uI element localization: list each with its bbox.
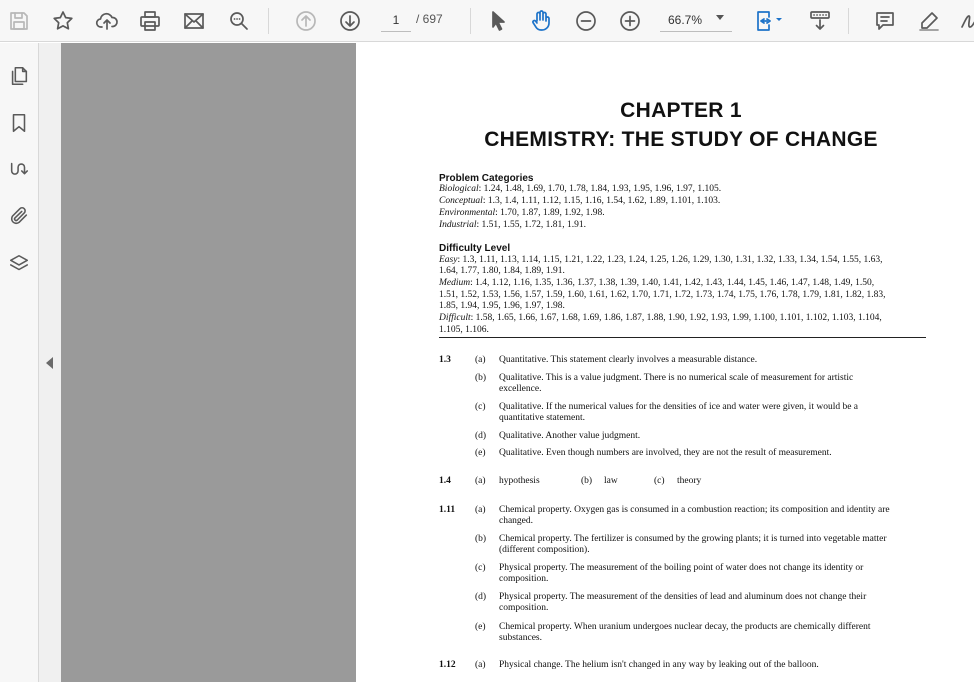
chevron-left-icon: [46, 357, 53, 369]
difficulty-row-cont: 1.85, 1.94, 1.95, 1.96, 1.97, 1.98.: [439, 301, 565, 311]
main-toolbar: [0, 0, 974, 42]
problem-number: 1.11: [439, 505, 456, 515]
hand-icon[interactable]: [525, 5, 557, 37]
part-label: (a): [475, 355, 486, 365]
difficulty-values: : 1.3, 1.11, 1.13, 1.14, 1.15, 1.21, 1.22, 1.23, 1.24, 1.25, 1.26, 1.29, 1.30, 1.31, 1.32, 1.33, 1.34, 1.54, 1.55, 1.63,: [457, 255, 883, 265]
minus-circle-icon[interactable]: [570, 5, 602, 37]
save-icon[interactable]: [3, 5, 35, 37]
empty-side-pane: [61, 43, 356, 682]
arrow-up-circle-icon[interactable]: [290, 5, 322, 37]
difficulty-label: Difficult: [439, 313, 471, 323]
category-row: [439, 208, 927, 220]
print-icon[interactable]: [134, 5, 166, 37]
answer-text: law: [604, 476, 618, 486]
fit-page-icon[interactable]: [748, 5, 790, 37]
difficulty-row: [439, 278, 927, 290]
answer-text-cont: composition.: [499, 603, 549, 613]
cursor-icon[interactable]: [482, 5, 514, 37]
page-total-label: / 697: [416, 12, 443, 26]
difficulty-row: [439, 255, 927, 267]
section-divider: [439, 337, 926, 338]
answer-text-cont: substances.: [499, 633, 543, 643]
signature-path-icon[interactable]: [4, 155, 34, 185]
difficulty-row-cont: 1.51, 1.52, 1.53, 1.56, 1.57, 1.59, 1.60, 1.61, 1.62, 1.70, 1.71, 1.72, 1.73, 1.74, 1.75, 1.76, 1.78, 1.79, 1.81, 1.82, 1.83,: [439, 290, 886, 300]
left-nav-rail: [0, 43, 39, 682]
layers-icon[interactable]: [4, 249, 34, 279]
scroll-mode-icon[interactable]: [804, 5, 836, 37]
zoom-dropdown[interactable]: [660, 8, 732, 32]
part-label: (c): [475, 402, 486, 412]
toolbar-separator: [268, 8, 269, 34]
part-label: (b): [581, 476, 593, 486]
collapse-panel-handle[interactable]: [39, 43, 61, 682]
category-label: Industrial: [439, 220, 477, 230]
comment-icon[interactable]: [869, 5, 901, 37]
difficulty-label: Easy: [439, 255, 458, 265]
zoom-value: 66.7%: [668, 13, 703, 27]
star-icon[interactable]: [47, 5, 79, 37]
difficulty-row-cont: 1.105, 1.106.: [439, 325, 489, 335]
answer-text: Qualitative. This is a value judgment. There is no numerical scale of measurement for artistic: [499, 373, 854, 383]
sign-icon[interactable]: [955, 5, 974, 37]
part-label: (a): [475, 476, 486, 486]
category-row: [439, 196, 927, 208]
chapter-title: CHEMISTRY: THE STUDY OF CHANGE: [484, 128, 878, 151]
part-label: (c): [654, 476, 665, 486]
category-values: : 1.3, 1.4, 1.11, 1.12, 1.15, 1.16, 1.54, 1.62, 1.89, 1.101, 1.103.: [482, 196, 721, 206]
difficulty-row-cont: 1.64, 1.77, 1.80, 1.84, 1.89, 1.91.: [439, 266, 565, 276]
answer-text: Quantitative. This statement clearly involves a measurable distance.: [499, 355, 758, 365]
answer-text: Chemical property. When uranium undergoes nuclear decay, the products are chemically different: [499, 622, 871, 632]
answer-text: Physical change. The helium isn't changed in any way by leaking out of the balloon.: [499, 660, 819, 670]
problem-number: 1.12: [439, 660, 456, 670]
pen-icon[interactable]: [913, 5, 945, 37]
answer-text: theory: [677, 476, 702, 486]
page-number-input[interactable]: [381, 8, 411, 32]
answer-text: Chemical property. Oxygen gas is consumed in a combustion reaction; its composition and identity are: [499, 505, 890, 515]
part-label: (a): [475, 505, 486, 515]
toolbar-separator: [470, 8, 471, 34]
bookmark-icon[interactable]: [4, 108, 34, 138]
difficulty-row: [439, 313, 927, 325]
part-label: (b): [475, 534, 487, 544]
pages-icon[interactable]: [4, 61, 34, 91]
part-label: (a): [475, 660, 486, 670]
answer-text: Physical property. The measurement of the boiling point of water does not change its identity or: [499, 563, 864, 573]
category-values: : 1.24, 1.48, 1.69, 1.70, 1.78, 1.84, 1.93, 1.95, 1.96, 1.97, 1.105.: [478, 184, 722, 194]
part-label: (c): [475, 563, 486, 573]
attachment-icon[interactable]: [4, 201, 34, 231]
answer-text: Qualitative. Another value judgment.: [499, 431, 641, 441]
part-label: (b): [475, 373, 487, 383]
mail-icon[interactable]: [178, 5, 210, 37]
category-row: [439, 220, 927, 232]
magnifier-icon[interactable]: [223, 5, 255, 37]
answer-text-cont: composition.: [499, 574, 549, 584]
toolbar-separator: [848, 8, 849, 34]
problem-categories-heading: Problem Categories: [439, 173, 534, 184]
category-values: : 1.51, 1.55, 1.72, 1.81, 1.91.: [476, 220, 586, 230]
answer-text-cont: excellence.: [499, 384, 542, 394]
category-label: Biological: [439, 184, 479, 194]
difficulty-values: : 1.58, 1.65, 1.66, 1.67, 1.68, 1.69, 1.86, 1.87, 1.88, 1.90, 1.92, 1.93, 1.99, 1.100, 1.101, 1.102, 1.103, 1.104,: [470, 313, 882, 323]
category-label: Conceptual: [439, 196, 483, 206]
category-label: Environmental: [439, 208, 496, 218]
difficulty-level-heading: Difficulty Level: [439, 243, 511, 254]
answer-text: hypothesis: [499, 476, 540, 486]
chapter-number: CHAPTER 1: [620, 99, 742, 122]
answer-text-cont: (different composition).: [499, 545, 590, 555]
problem-number: 1.3: [439, 355, 451, 365]
plus-circle-icon[interactable]: [614, 5, 646, 37]
answer-text-cont: changed.: [499, 516, 534, 526]
category-row: [439, 184, 927, 196]
answer-text: Chemical property. The fertilizer is consumed by the growing plants; it is turned into vegetable matter: [499, 534, 887, 544]
answer-text: Physical property. The measurement of the densities of lead and aluminum does not change their: [499, 592, 867, 602]
answer-text: Qualitative. If the numerical values for the densities of ice and water were given, it would be a: [499, 402, 859, 412]
part-label: (d): [475, 431, 487, 441]
difficulty-values: : 1.4, 1.12, 1.16, 1.35, 1.36, 1.37, 1.38, 1.39, 1.40, 1.41, 1.42, 1.43, 1.44, 1.45, 1.46, 1.47, 1.48, 1.49, 1.50,: [470, 278, 875, 288]
problem-number: 1.4: [439, 476, 451, 486]
cloud-upload-icon[interactable]: [91, 5, 123, 37]
answer-text-cont: quantitative statement.: [499, 413, 586, 423]
difficulty-label: Medium: [439, 278, 471, 288]
answer-text: Qualitative. Even though numbers are involved, they are not the result of measurement.: [499, 448, 832, 458]
part-label: (d): [475, 592, 487, 602]
part-label: (e): [475, 622, 486, 632]
document-page: [356, 43, 974, 682]
chevron-down-icon: [716, 15, 724, 20]
category-values: : 1.70, 1.87, 1.89, 1.92, 1.98.: [495, 208, 605, 218]
arrow-down-circle-icon[interactable]: [334, 5, 366, 37]
part-label: (e): [475, 448, 486, 458]
